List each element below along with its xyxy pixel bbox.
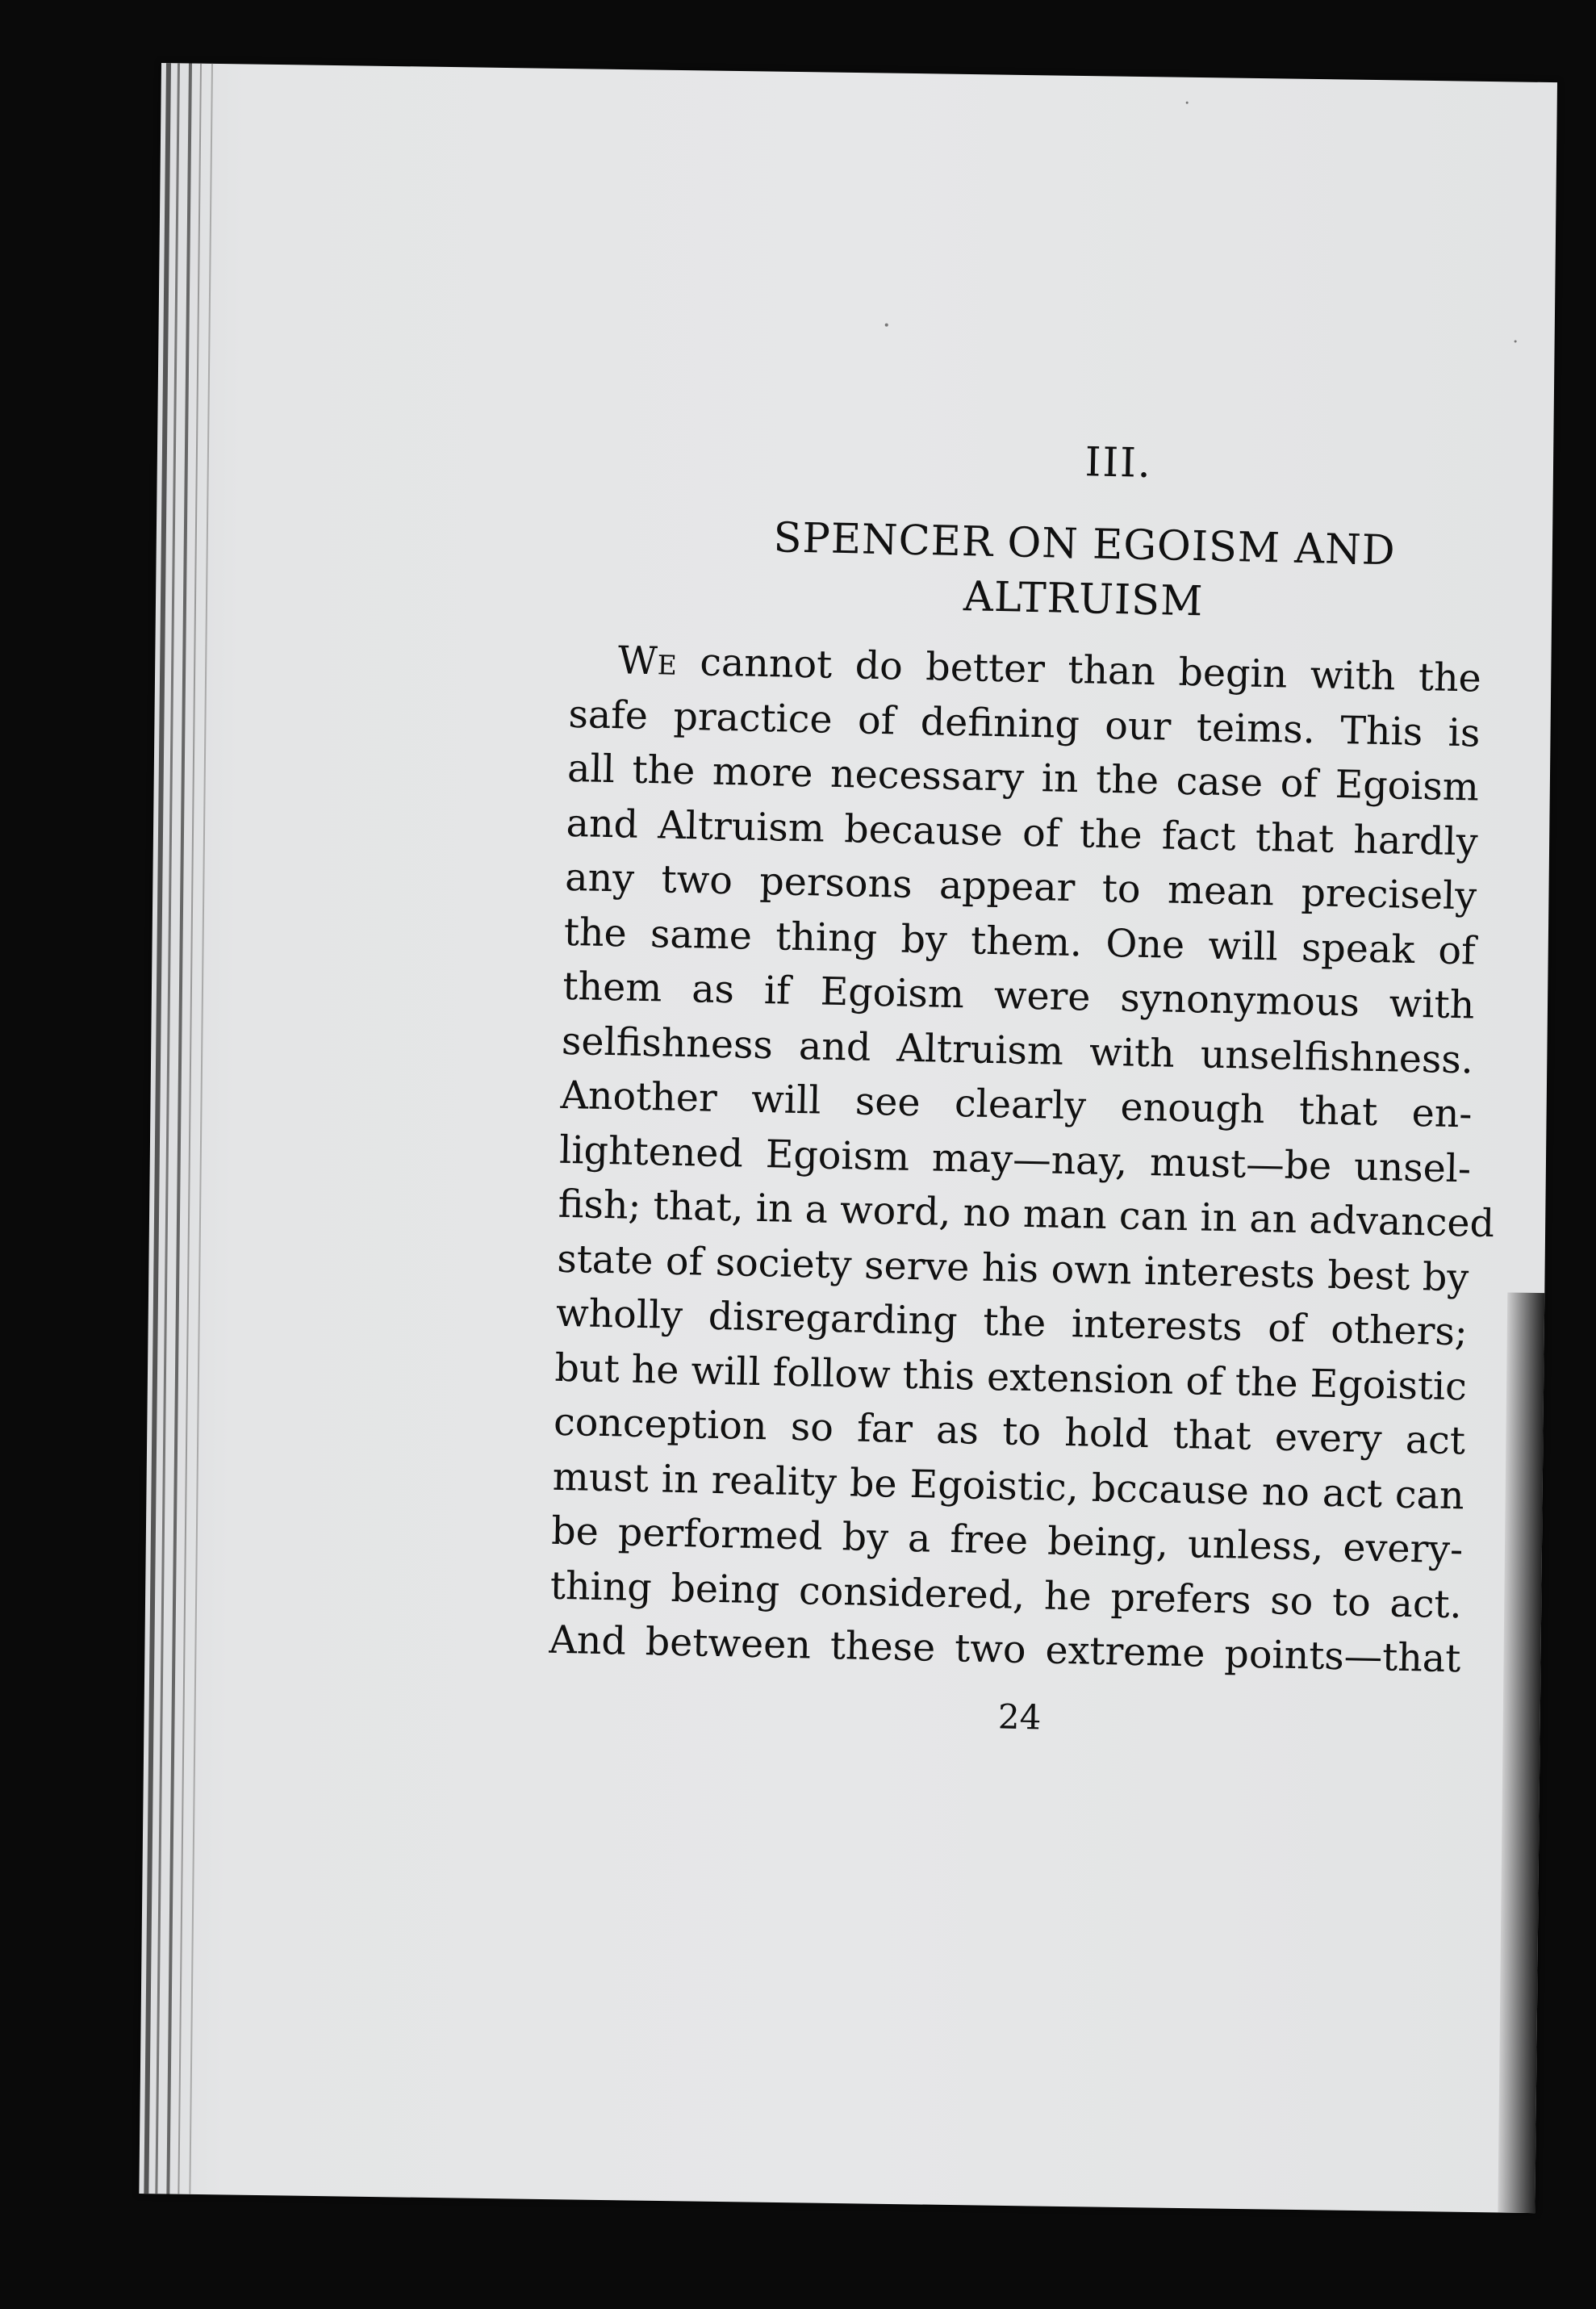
page-right-shadow bbox=[1498, 1293, 1544, 2214]
dust-speck bbox=[1186, 102, 1189, 104]
body-line: wholly disregarding the interests of others; bbox=[555, 1290, 1469, 1355]
body-line: state of society serve his own interests best by bbox=[556, 1236, 1469, 1300]
chapter-number: III. bbox=[1084, 438, 1153, 487]
body-line: selfishness and Altruism with unselfishness. bbox=[561, 1019, 1474, 1082]
body-line: lightened Egoism may—nay, must—be unsel- bbox=[558, 1127, 1472, 1191]
chapter-title-line: SPENCER ON EGOISM AND bbox=[772, 514, 1397, 575]
dust-speck bbox=[885, 324, 888, 327]
body-line: thing being considered, he prefers so to act. bbox=[549, 1563, 1463, 1627]
binding-edge bbox=[178, 64, 202, 2194]
body-line: conception so far as to hold that every act bbox=[553, 1399, 1466, 1464]
body-line: and Altruism because of the fact that hardly bbox=[566, 801, 1479, 865]
body-line: We cannot do better than begin with the bbox=[617, 638, 1482, 701]
body-line: fish; that, in a word, no man can in an advanced bbox=[558, 1182, 1495, 1247]
dust-speck bbox=[1515, 340, 1517, 342]
body-line: but he will follow this extension of the Egoistic bbox=[554, 1345, 1468, 1409]
chapter-title bbox=[570, 507, 1485, 636]
body-line: And between these two extreme points—that bbox=[548, 1617, 1461, 1682]
page-number: 24 bbox=[997, 1696, 1042, 1737]
body-line: must in reality be Egoistic, bccause no act can bbox=[552, 1454, 1465, 1518]
body-line: Another will see clearly enough that en- bbox=[560, 1073, 1473, 1137]
body-line: them as if Egoism were synonymous with bbox=[562, 964, 1475, 1028]
chapter-title-line: ALTRUISM bbox=[963, 573, 1204, 626]
body-paragraph bbox=[548, 633, 1495, 1687]
body-line: all the more necessary in the case of Egoism bbox=[566, 746, 1480, 810]
dropcap-word: We bbox=[617, 638, 678, 684]
body-line: the same thing by them. One will speak of bbox=[563, 910, 1477, 974]
body-line: any two persons appear to mean precisely bbox=[564, 855, 1477, 919]
text-block bbox=[547, 428, 1495, 1746]
body-line: be performed by a free being, unless, every- bbox=[550, 1508, 1464, 1573]
binding-edge bbox=[189, 64, 213, 2194]
body-line: safe practice of defining our teims. This is bbox=[567, 692, 1481, 756]
